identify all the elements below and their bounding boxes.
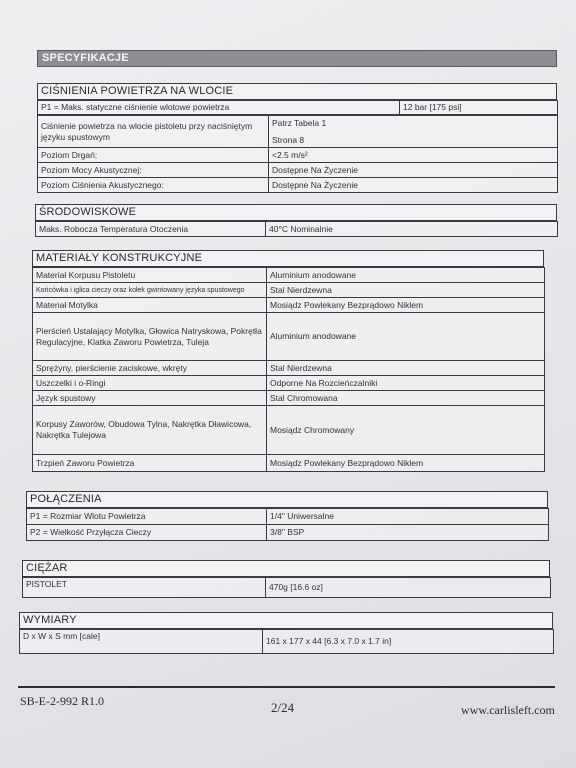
table-row — [38, 101, 558, 115]
row-label: D x W x S mm [cale] — [20, 630, 263, 654]
row-label: P1 = Rozmiar Wlotu Powietrza — [27, 509, 267, 525]
table-row — [27, 509, 549, 525]
connections-table — [26, 508, 549, 541]
section-heading: ŚRODOWISKOWE — [35, 204, 557, 221]
row-label: Maks. Robocza Temperatura Otoczenia — [36, 222, 266, 237]
table-row — [23, 578, 551, 598]
table-row — [33, 376, 545, 391]
section-heading: MATERIAŁY KONSTRUKCYJNE — [32, 250, 544, 267]
connections-section — [26, 491, 548, 541]
dimensions-section — [19, 612, 553, 654]
row-value: Stal Chromowana — [267, 391, 545, 406]
row-value: Stal Nierdzewna — [267, 283, 545, 298]
document-code: SB-E-2-992 R1.0 — [20, 694, 104, 708]
materials-table — [32, 267, 545, 472]
row-label: Końcówka i iglica cieczy oraz kołek gwintowany języka spustowego — [33, 283, 267, 298]
row-value: 1/4" Uniwersalne — [267, 509, 549, 525]
row-value-line: Patrz Tabela 1 — [272, 117, 327, 128]
dimensions-table — [19, 629, 554, 654]
page-number: 2/24 — [271, 700, 295, 715]
row-value: Dostępne Na Życzenie — [269, 178, 558, 193]
table-row — [33, 283, 545, 298]
table-row — [33, 313, 545, 361]
row-value: <2.5 m/s² — [269, 148, 558, 163]
table-row — [38, 178, 558, 193]
row-value: Stal Nierdzewna — [267, 361, 545, 376]
row-value: Aluminium anodowane — [267, 268, 545, 283]
section-heading: CIĘŻAR — [22, 560, 550, 577]
row-value: 161 x 177 x 44 [6.3 x 7.0 x 1.7 in] — [263, 630, 554, 654]
row-value-line: Strona 8 — [272, 134, 305, 145]
row-value: Mosiądz Powlekany Bezprądowo Niklem — [267, 455, 545, 472]
table-row — [33, 391, 545, 406]
page-title: SPECYFIKACJE — [37, 50, 557, 67]
weight-section — [22, 560, 550, 598]
row-value: 470g [16.6 oz] — [266, 578, 551, 598]
section-heading: CIŚNIENIA POWIETRZA NA WLOCIE — [37, 83, 557, 100]
row-value — [269, 116, 558, 148]
table-row — [33, 268, 545, 283]
row-label: Język spustowy — [33, 391, 267, 406]
table-row — [38, 116, 558, 148]
row-label: PISTOLET — [23, 578, 266, 598]
air-pressure-table-2 — [37, 115, 558, 193]
environmental-section — [35, 204, 557, 237]
row-label: Sprężyny, pierścienie zaciskowe, wkręty — [33, 361, 267, 376]
row-value: Aluminium anodowane — [267, 313, 545, 361]
row-label: Materiał Motylka — [33, 298, 267, 313]
table-row — [27, 525, 549, 541]
row-label: Poziom Mocy Akustycznej: — [38, 163, 269, 178]
row-label: P2 = Wielkość Przyłącza Cieczy — [27, 525, 267, 541]
footer-divider — [18, 686, 555, 688]
row-label: P1 = Maks. statyczne ciśnienie wlotowe powietrza — [38, 101, 400, 115]
table-row — [36, 222, 558, 237]
air-pressure-section — [37, 83, 557, 193]
row-label: Materiał Korpusu Pistoletu — [33, 268, 267, 283]
row-label: Trzpień Zaworu Powietrza — [33, 455, 267, 472]
row-value: Odporne Na Rozcieńczalniki — [267, 376, 545, 391]
table-row — [38, 148, 558, 163]
air-pressure-table — [37, 100, 558, 115]
row-value: 3/8" BSP — [267, 525, 549, 541]
row-value: 12 bar [175 psi] — [400, 101, 558, 115]
row-value: 40°C Nominalnie — [266, 222, 558, 237]
row-value: Mosiądz Chromowany — [267, 406, 545, 455]
row-label: Korpusy Zaworów, Obudowa Tylna, Nakrętka Dławicowa, Nakrętka Tulejowa — [33, 406, 267, 455]
table-row — [20, 630, 554, 654]
row-label: Ciśnienie powietrza na wlocie pistoletu przy naciśniętym języku spustowym — [38, 116, 269, 148]
row-label: Poziom Drgań: — [38, 148, 269, 163]
weight-table — [22, 577, 551, 598]
row-value: Dostępne Na Życzenie — [269, 163, 558, 178]
table-row — [33, 406, 545, 455]
row-label: Pierścień Ustalający Motylka, Głowica Natryskowa, Pokrętła Regulacyjne, Klatka Zaworu Powietrza, Tuleja — [33, 313, 267, 361]
row-label: Uszczelki i o-Ringi — [33, 376, 267, 391]
table-row — [33, 361, 545, 376]
row-label: Poziom Ciśnienia Akustycznego: — [38, 178, 269, 193]
section-heading: WYMIARY — [19, 612, 553, 629]
materials-section — [32, 250, 544, 472]
table-row — [33, 455, 545, 472]
footer-url: www.carlisleft.com — [461, 703, 555, 717]
section-heading: POŁĄCZENIA — [26, 491, 548, 508]
environmental-table — [35, 221, 558, 237]
table-row — [33, 298, 545, 313]
row-value: Mosiądz Powlekany Bezprądowo Niklem — [267, 298, 545, 313]
table-row — [38, 163, 558, 178]
